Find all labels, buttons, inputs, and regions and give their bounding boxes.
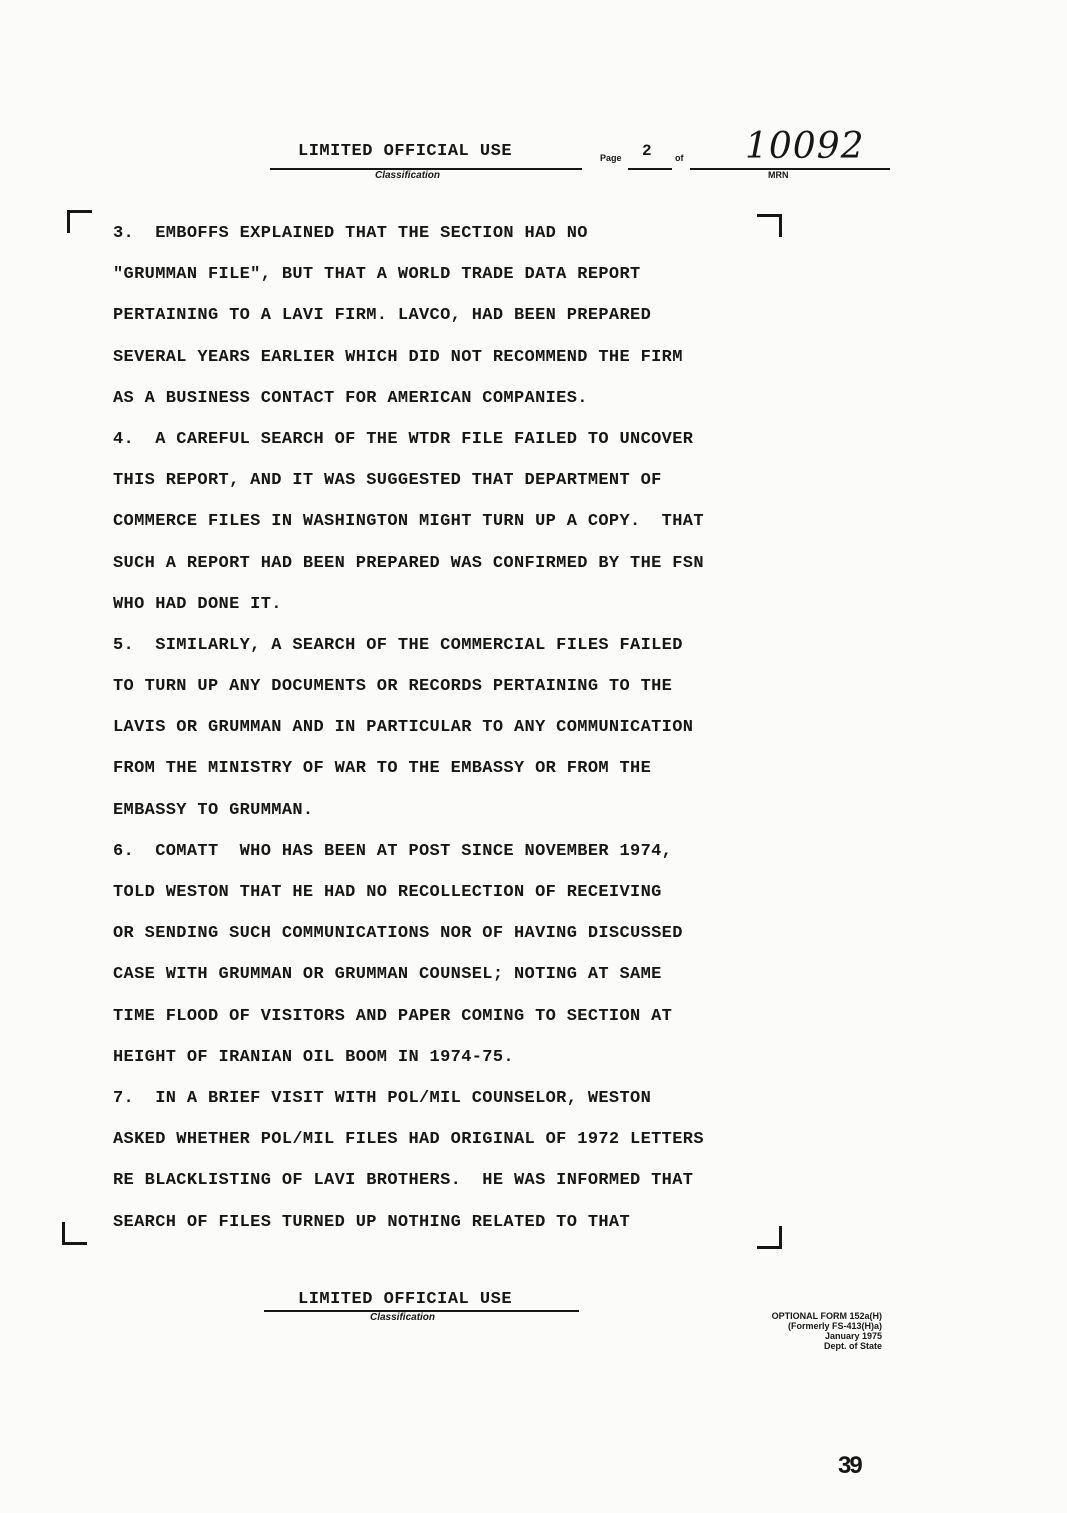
body-line: COMMERCE FILES IN WASHINGTON MIGHT TURN UP A COPY. THAT [113,512,704,532]
body-line: 6. COMATT WHO HAS BEEN AT POST SINCE NOVEMBER 1974, [113,841,673,861]
body-line: SEARCH OF FILES TURNED UP NOTHING RELATED TO THAT [113,1212,631,1232]
body-line: 3. EMBOFFS EXPLAINED THAT THE SECTION HAD NO [113,224,588,243]
mrn-handwritten: 10092 [745,126,865,167]
body-line: HEIGHT OF IRANIAN OIL BOOM IN 1974-75. [113,1047,514,1067]
body-line: FROM THE MINISTRY OF WAR TO THE EMBASSY OR FROM THE [113,759,652,779]
body-line: AS A BUSINESS CONTACT FOR AMERICAN COMPANIES. [113,388,588,408]
form-line: Dept. of State [823,1341,882,1351]
body-line: TOLD WESTON THAT HE HAD NO RECOLLECTION OF RECEIVING [113,883,662,902]
body-line: WHO HAD DONE IT. [113,594,282,614]
body-line: 4. A CAREFUL SEARCH OF THE WTDR FILE FAILED TO UNCOVER [113,429,694,449]
header-classification-label: Classification [375,170,441,181]
corner-bracket-bottom-left [62,1222,87,1245]
of-label: of [675,153,684,163]
body-line: TO TURN UP ANY DOCUMENTS OR RECORDS PERTAINING TO THE [113,677,673,697]
page-number-rule [628,168,672,170]
body-line: 5. SIMILARLY, A SEARCH OF THE COMMERCIAL FILES FAILED [113,635,683,655]
body-line: ASKED WHETHER POL/MIL FILES HAD ORIGINAL OF 1972 LETTERS [113,1130,704,1150]
body-line: TIME FLOOD OF VISITORS AND PAPER COMING TO SECTION AT [113,1006,673,1026]
handwritten-page-number: 39 [838,1452,861,1479]
page-label: Page [600,153,622,163]
body-line: OR SENDING SUCH COMMUNICATIONS NOR OF HAVING DISCUSSED [113,924,683,944]
message-body [113,220,813,1250]
body-line: SEVERAL YEARS EARLIER WHICH DID NOT RECOMMEND THE FIRM [113,347,683,367]
body-line: "GRUMMAN FILE", BUT THAT A WORLD TRADE DATA REPORT [113,265,641,285]
body-line: PERTAINING TO A LAVI FIRM. LAVCO, HAD BEEN PREPARED [113,306,652,326]
mrn-rule [690,168,890,170]
mrn-label: MRN [768,170,789,180]
corner-bracket-top-left [67,210,92,233]
page-number: 2 [642,142,652,160]
footer-classification-label: Classification [370,1312,436,1323]
form-line: OPTIONAL FORM 152a(H) [771,1311,882,1321]
body-line: THIS REPORT, AND IT WAS SUGGESTED THAT DEPARTMENT OF [113,471,662,491]
body-line: 7. IN A BRIEF VISIT WITH POL/MIL COUNSELOR, WESTON [113,1088,652,1108]
header-classification: LIMITED OFFICIAL USE [298,142,513,161]
footer-classification: LIMITED OFFICIAL USE [298,1290,513,1309]
body-line: LAVIS OR GRUMMAN AND IN PARTICULAR TO ANY COMMUNICATION [113,718,694,738]
form-line: January 1975 [824,1331,882,1341]
body-line: SUCH A REPORT HAD BEEN PREPARED WAS CONFIRMED BY THE FSN [113,553,704,573]
form-line: (Formerly FS-413(H)a) [787,1321,882,1331]
body-line: RE BLACKLISTING OF LAVI BROTHERS. HE WAS INFORMED THAT [113,1171,694,1191]
body-line: CASE WITH GRUMMAN OR GRUMMAN COUNSEL; NOTING AT SAME [113,965,662,985]
form-identifier [690,1311,882,1351]
body-line: EMBASSY TO GRUMMAN. [113,800,314,820]
